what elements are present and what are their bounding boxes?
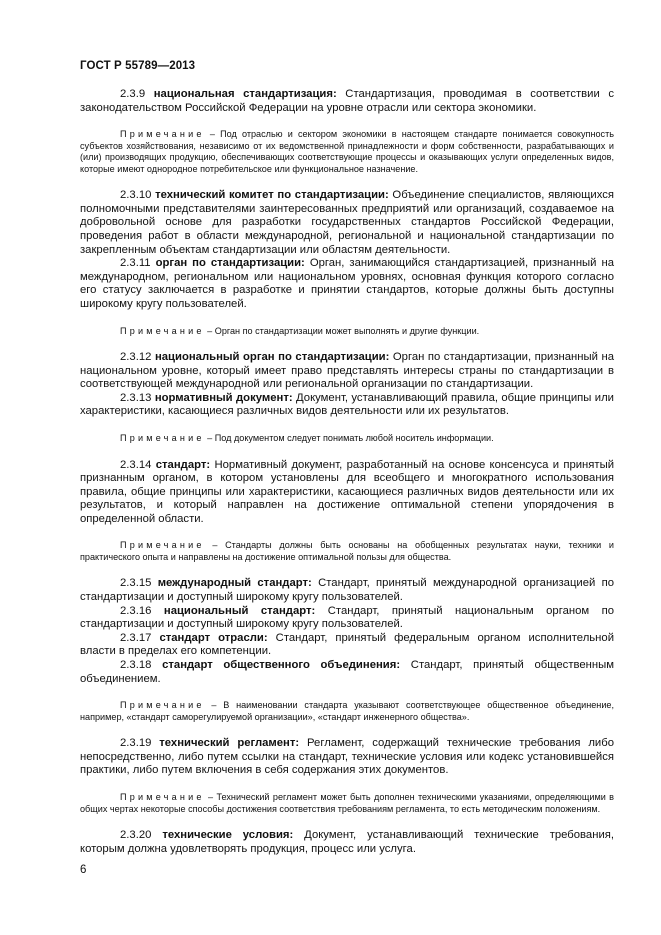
entry-number: 2.3.18: [120, 659, 152, 672]
note-text: – В наименовании стандарта указывают соответствующее общественное объединение, например, «стандарт саморегулируемой организации», «стандарт инженерного общества».: [80, 700, 614, 722]
note-label: Примечание: [120, 129, 205, 140]
note-label: Примечание: [120, 540, 205, 551]
definition-text: Стандарт, принятый общественным объединением.: [80, 659, 615, 685]
definition-2-3-13: [80, 392, 614, 419]
term: технические условия:: [162, 829, 294, 841]
entry-number: 2.3.11: [120, 257, 151, 270]
entry-number: 2.3.19: [120, 737, 152, 750]
entry-number: 2.3.10: [120, 189, 152, 202]
document-body: [80, 88, 614, 856]
definition-2-3-14: [80, 459, 614, 527]
note: [80, 433, 614, 445]
term: национальный стандарт:: [163, 604, 316, 617]
definition-2-3-16: [80, 605, 614, 632]
definition-text: Орган, занимающийся стандартизацией, признанный на международном, региональном или национальном уровнях, основная функция которого согласно его статусу заключается в разработке и принятии стандартов, которые должны быть доступны широкому кругу пользователей.: [80, 257, 614, 310]
definition-text: Объединение специалистов, являющихся полномочными представителями заинтересованных предприятий или организаций, создаваемое на добровольной основе для разработки государственных стандартов Российской Федерации, проведения работ в области международной, региональной и национальной стандартизации по закрепленным объектам стандартизации или областям деятельности.: [80, 189, 615, 256]
note-text: – Орган по стандартизации может выполнять и другие функции.: [204, 325, 480, 336]
definition-2-3-10: [80, 189, 614, 257]
definition-text: Регламент, содержащий технические требования либо непосредственно, либо путем ссылки на стандарт, технические условия или кодекс установившейся практики, либо путем включения в себя содержания этих документов.: [80, 737, 614, 777]
definition-text: Орган по стандартизации, признанный на национальном уровне, который имеет право представлять интересы страны по стандартизации в соответствующей международной или региональной организации по стандартизации.: [80, 351, 615, 391]
note-label: Примечание: [120, 433, 205, 443]
term: стандарт общественного объединения:: [162, 659, 401, 672]
note: [80, 326, 614, 338]
standard-code: ГОСТ Р 55789—2013: [80, 60, 196, 72]
page-header: [80, 60, 195, 72]
definition-2-3-18: [80, 659, 614, 686]
entry-number: 2.3.9: [120, 88, 146, 100]
note: [80, 700, 614, 723]
entry-number: 2.3.20: [120, 829, 152, 841]
note-label: Примечание: [120, 700, 205, 711]
term: стандарт отрасли:: [159, 631, 268, 644]
definition-text: Стандарт, принятый национальным органом по стандартизации и доступный широкому кругу пользователей.: [80, 604, 614, 631]
page-number: 6: [80, 864, 87, 876]
definition-2-3-9: [80, 88, 614, 115]
definition-2-3-12: [80, 351, 614, 392]
note-label: Примечание: [120, 792, 205, 802]
definition-text: Нормативный документ, разработанный на основе консенсуса и принятый признанным органом, в котором установлены для всеобщего и многократного использования правила, общие принципы или характеристики, касающиеся различных видов деятельности или их результатов, и который направлен на достижение оптимальной степени упорядочения в определенной области.: [80, 458, 614, 525]
note-text: – Технический регламент может быть дополнен техническими указаниями, определяющими в общих чертах некоторые способы достижения соответствия требованиям регламента, то есть методическим положениям.: [80, 792, 614, 814]
definition-text: Стандартизация, проводимая в соответствии с законодательством Российской Федерации на уровне отрасли или сектора экономики.: [80, 88, 615, 114]
note-label: Примечание: [120, 325, 205, 336]
term: нормативный документ:: [154, 391, 293, 404]
note-text: – Под документом следует понимать любой носитель информации.: [204, 433, 494, 443]
note: [80, 792, 614, 815]
note-text: – Стандарты должны быть основаны на обобщенных результатах науки, техники и практического опыта и направлены на достижение оптимальной пользы для общества.: [80, 540, 614, 562]
note-text: – Под отраслью и сектором экономики в настоящем стандарте понимается совокупность субъектов хозяйствования, независимо от их ведомственной принадлежности и форм собственности, разрабатывающих и (или) производящих продукцию, обеспечивающих соответствующие процессы и оказывающих услуги определенных видов, которые имеют однородное потребительское или функциональное назначение.: [80, 129, 614, 174]
entry-number: 2.3.14: [120, 458, 152, 471]
definition-2-3-15: [80, 577, 614, 604]
term: орган по стандартизации:: [155, 257, 305, 270]
term: технический регламент:: [159, 737, 300, 750]
entry-number: 2.3.12: [120, 351, 152, 364]
entry-number: 2.3.13: [120, 391, 152, 404]
note: [80, 540, 614, 563]
entry-number: 2.3.16: [120, 604, 152, 617]
term: национальная стандартизация:: [153, 88, 337, 100]
definition-text: Документ, устанавливающий правила, общие принципы или характеристики, касающиеся различных видов деятельности или их результатов.: [80, 391, 614, 418]
entry-number: 2.3.17: [120, 631, 152, 644]
definition-text: Документ, устанавливающий технические требования, которым должна удовлетворять продукция, процесс или услуга.: [80, 829, 615, 855]
entry-number: 2.3.15: [120, 577, 152, 590]
term: стандарт:: [155, 458, 211, 471]
definition-2-3-20: [80, 829, 614, 856]
definition-text: Стандарт, принятый федеральным органом исполнительной власти в пределах его компетенции.: [80, 631, 615, 658]
definition-2-3-11: [80, 257, 614, 311]
note: [80, 129, 614, 175]
definition-2-3-19: [80, 737, 614, 778]
term: национальный орган по стандартизации:: [154, 351, 390, 364]
definition-text: Стандарт, принятый международной организацией по стандартизации и доступный широкому кругу пользователей.: [80, 577, 614, 604]
term: международный стандарт:: [157, 577, 312, 590]
definition-2-3-17: [80, 632, 614, 659]
term: технический комитет по стандартизации:: [155, 189, 389, 202]
